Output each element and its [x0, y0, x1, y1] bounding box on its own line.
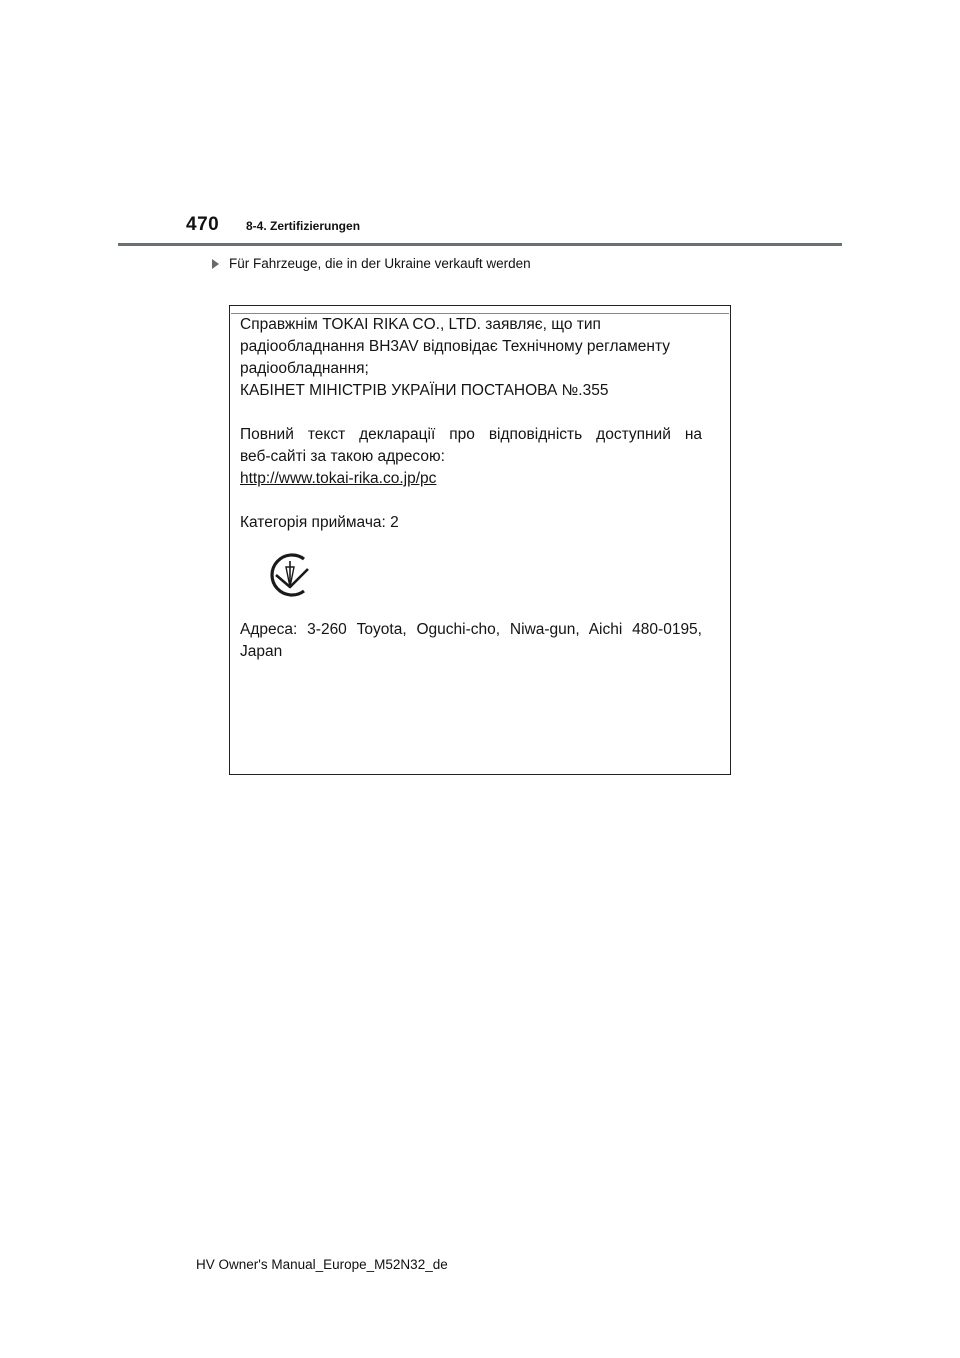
declaration-line-4: КАБІНЕТ МІНІСТРІВ УКРАЇНИ ПОСТАНОВА №.355	[240, 382, 609, 399]
declaration-line-3: радіообладнання;	[240, 360, 369, 377]
intro-text: Für Fahrzeuge, die in der Ukraine verkauft werden	[229, 256, 531, 271]
address-block	[240, 619, 702, 663]
section-title: 8-4. Zertifizierungen	[246, 219, 361, 233]
declaration-line-1: Справжнім TOKAI RIKA CO., LTD. заявляє, що тип	[240, 316, 601, 333]
address-line-2: Japan	[240, 643, 283, 660]
declaration-url-link[interactable]: http://www.tokai-rika.co.jp/pc	[240, 470, 437, 487]
receiver-category: Категорія приймача: 2	[240, 514, 399, 531]
full-text-line-2: веб-сайті за такою адресою:	[240, 448, 445, 465]
ukraine-conformity-mark-icon	[264, 549, 316, 601]
address-line-1: Адреса: 3-260 Toyota, Oguchi-cho, Niwa-gun, Aichi 480-0195,	[240, 621, 702, 638]
intro-bullet	[212, 256, 531, 271]
page-number: 470	[186, 214, 220, 235]
declaration-line-2: радіообладнання BH3AV відповідає Технічному регламенту	[240, 338, 670, 355]
footer-manual-id: HV Owner's Manual_Europe_M52N32_de	[196, 1257, 448, 1272]
header-rule	[118, 243, 842, 246]
bullet-triangle-icon	[212, 259, 219, 269]
declaration-text	[240, 314, 702, 534]
full-text-line-1: Повний текст декларації про відповідність доступний на	[240, 426, 702, 443]
declaration-box	[229, 305, 731, 775]
